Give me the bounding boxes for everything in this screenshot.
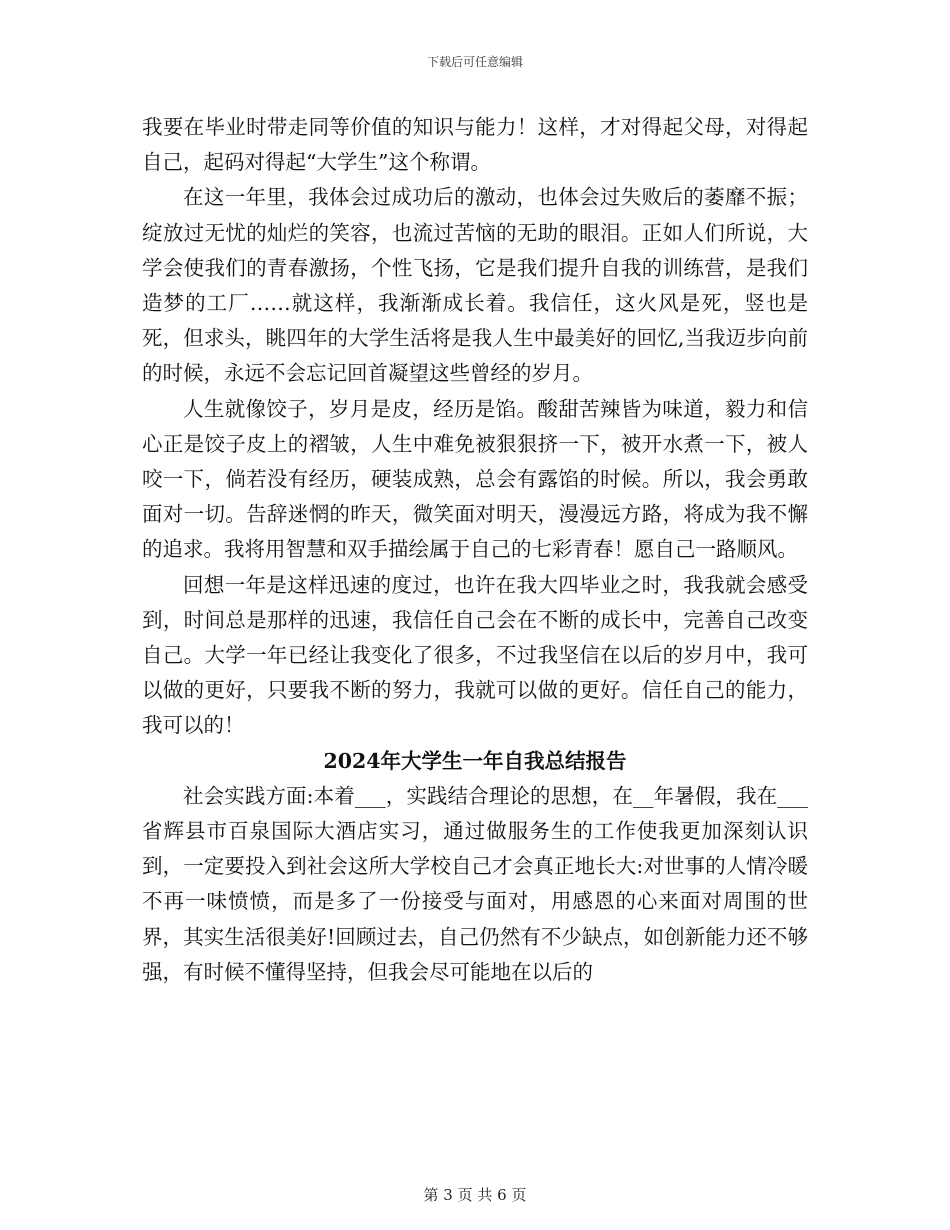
page-number: 第 3 页 共 6 页 xyxy=(423,1186,527,1204)
paragraph-4: 回想一年是这样迅速的度过，也许在我大四毕业之时，我我就会感受到，时间总是那样的迅速，我信任自己会在不断的成长中，完善自己改变自己。大学一年已经让我变化了很多，不过我坚信在以后的岁月中，我可以做的更好，只要我不断的努力，我就可以做的更好。信任自己的能力，我可以的！ xyxy=(142,572,808,738)
document-body xyxy=(142,110,808,990)
paragraph-5: 社会实践方面:本着___，实践结合理论的思想，在__年暑假，我在___省辉县市百泉国际大酒店实习，通过做服务生的工作使我更加深刻认识到，一定要投入到社会这所大学校自己才会真正地长大:对世事的人情冷暖不再一味愤愤，而是多了一份接受与面对，用感恩的心来面对周围的世界，其实生活很美好!回顾过去，自己仍然有不少缺点，如创新能力还不够强，有时候不懂得坚持，但我会尽可能地在以后的 xyxy=(142,783,808,984)
paragraph-1: 我要在毕业时带走同等价值的知识与能力！这样，才对得起父母，对得起自己，起码对得起“大学生”这个称谓。 xyxy=(142,115,808,175)
paragraph-3: 人生就像饺子，岁月是皮，经历是馅。酸甜苦辣皆为味道，毅力和信心正是饺子皮上的褶皱，人生中难免被狠狠挤一下，被开水煮一下，被人咬一下，倘若没有经历，硬装成熟，总会有露馅的时候。所以，我会勇敢面对一切。告辞迷惘的昨天，微笑面对明天，漫漫远方路，将成为我不懈的追求。我将用智慧和双手描绘属于自己的七彩青春！愿自己一路顺风。 xyxy=(142,396,808,562)
header-note: 下载后可任意编辑 xyxy=(426,55,523,69)
section-heading: 2024年大学生一年自我总结报告 xyxy=(323,748,627,773)
paragraph-2: 在这一年里，我体会过成功后的激动，也体会过失败后的萎靡不振；绽放过无忧的灿烂的笑容，也流过苦恼的无助的眼泪。正如人们所说，大学会使我们的青春激扬，个性飞扬，它是我们提升自我的训练营，是我们造梦的工厂……就这样，我渐渐成长着。我信任，这火风是死，竖也是死，但求头，眺四年的大学生活将是我人生中最美好的回忆,当我迈步向前的时候，永远不会忘记回首凝望这些曾经的岁月。 xyxy=(142,185,808,386)
